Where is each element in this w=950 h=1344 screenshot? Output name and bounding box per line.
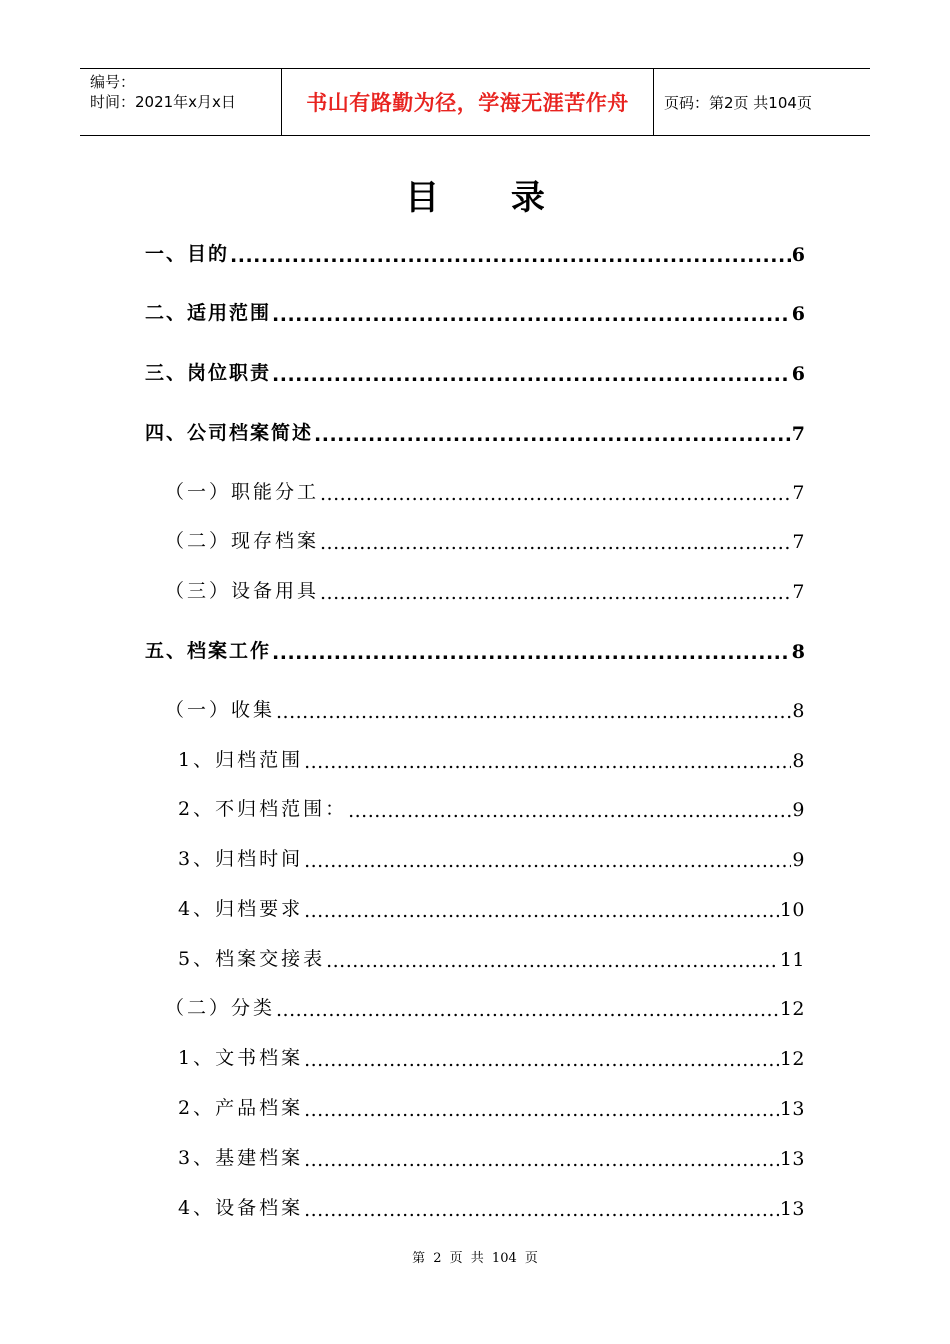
- toc-entry[interactable]: [165, 575, 805, 603]
- toc-leader: [304, 1201, 779, 1220]
- toc-leader: [304, 1051, 779, 1070]
- toc-leader: [320, 485, 791, 504]
- toc-entry[interactable]: [165, 476, 805, 504]
- toc-entry-label: 4、归档要求: [178, 898, 304, 920]
- toc-entry-label: 2、不归档范围：: [178, 798, 348, 820]
- toc-entry-page: 10: [779, 899, 805, 921]
- toc-entry[interactable]: [165, 694, 805, 722]
- toc-entry-page: 6: [791, 363, 805, 385]
- toc-leader: [304, 902, 779, 921]
- header-meta: [80, 69, 281, 135]
- toc-entry-label: 二、适用范围: [145, 302, 272, 324]
- toc-title: 目 录: [405, 178, 575, 218]
- toc-entry-page: 12: [779, 1048, 805, 1070]
- toc-leader: [276, 703, 791, 722]
- toc-entry-label: （三）设备用具: [165, 580, 320, 602]
- toc-entry-page: 9: [792, 799, 805, 821]
- toc-entry-page: 13: [779, 1198, 805, 1220]
- toc-entry-page: 8: [791, 641, 805, 663]
- page-footer: 第 2 页 共 104 页: [412, 1251, 538, 1266]
- document-number-label: 编号：: [90, 73, 136, 91]
- toc-entry-label: 5、档案交接表: [178, 948, 326, 970]
- toc-entry-label: 三、岗位职责: [145, 362, 272, 384]
- header-motto: 书山有路勤为径，学海无涯苦作舟: [306, 91, 629, 115]
- toc-entry-label: （一）收集: [165, 699, 276, 721]
- toc-entry-label: 4、设备档案: [178, 1197, 304, 1219]
- toc-entry[interactable]: [178, 943, 805, 971]
- toc-entry-page: 11: [779, 949, 805, 971]
- toc-leader: [304, 852, 791, 871]
- toc-entry-page: 9: [792, 849, 805, 871]
- toc-leader: [326, 952, 779, 971]
- toc-leader: [272, 366, 791, 385]
- toc-entry[interactable]: [178, 793, 805, 821]
- toc-entry-page: 7: [792, 482, 805, 504]
- toc-leader: [272, 644, 791, 663]
- toc-entry[interactable]: [165, 525, 805, 553]
- header-page-info-cell: [654, 69, 870, 135]
- toc-leader: [304, 1101, 779, 1120]
- toc-entry-label: 五、档案工作: [145, 640, 272, 662]
- toc-entry[interactable]: [145, 357, 805, 385]
- toc-entry-page: 6: [791, 244, 805, 266]
- toc-entry-page: 7: [792, 531, 805, 553]
- toc-leader: [320, 584, 791, 603]
- toc-entry-page: 7: [792, 581, 805, 603]
- toc-entry-label: 3、基建档案: [178, 1147, 304, 1169]
- toc-entry-page: 8: [792, 750, 805, 772]
- toc-entry[interactable]: [145, 417, 805, 445]
- toc-entry[interactable]: [145, 238, 805, 266]
- toc-entry-label: （二）现存档案: [165, 530, 320, 552]
- toc-entry-label: 2、产品档案: [178, 1097, 304, 1119]
- toc-leader: [230, 247, 791, 266]
- document-header: [80, 68, 870, 136]
- toc-leader: [348, 802, 791, 821]
- toc-leader: [272, 306, 791, 325]
- toc-entry-page: 13: [779, 1148, 805, 1170]
- header-motto-cell: [281, 69, 654, 135]
- toc-entry[interactable]: [165, 992, 805, 1020]
- toc-entry[interactable]: [178, 1192, 805, 1220]
- toc-entry-page: 12: [779, 998, 805, 1020]
- toc-entry-page: 8: [792, 700, 805, 722]
- toc-leader: [320, 534, 791, 553]
- toc-leader: [314, 426, 791, 445]
- toc-entry[interactable]: [178, 744, 805, 772]
- toc-entry[interactable]: [145, 635, 805, 663]
- toc-leader: [304, 1151, 779, 1170]
- header-page-info: 页码：第2页 共104页: [664, 93, 812, 112]
- toc-entry-label: 3、归档时间: [178, 848, 304, 870]
- toc-entry-label: 1、归档范围: [178, 749, 304, 771]
- toc-entry[interactable]: [178, 1092, 805, 1120]
- toc-entry[interactable]: [178, 1142, 805, 1170]
- toc-entry[interactable]: [145, 297, 805, 325]
- toc-entry-label: 1、文书档案: [178, 1047, 304, 1069]
- toc-entry-page: 6: [791, 303, 805, 325]
- toc-leader: [304, 753, 791, 772]
- toc-entry[interactable]: [178, 893, 805, 921]
- toc-entry[interactable]: [178, 1042, 805, 1070]
- toc-entry-page: 7: [791, 423, 805, 445]
- toc-entry-label: （一）职能分工: [165, 481, 320, 503]
- toc-entry-label: 四、公司档案简述: [145, 422, 314, 444]
- toc-entry-label: （二）分类: [165, 997, 276, 1019]
- document-time-label: 时间：2021年x月x日: [90, 93, 236, 111]
- toc-entry-page: 13: [779, 1098, 805, 1120]
- toc-entry-label: 一、目的: [145, 243, 230, 265]
- toc-leader: [276, 1001, 779, 1020]
- toc-entry[interactable]: [178, 843, 805, 871]
